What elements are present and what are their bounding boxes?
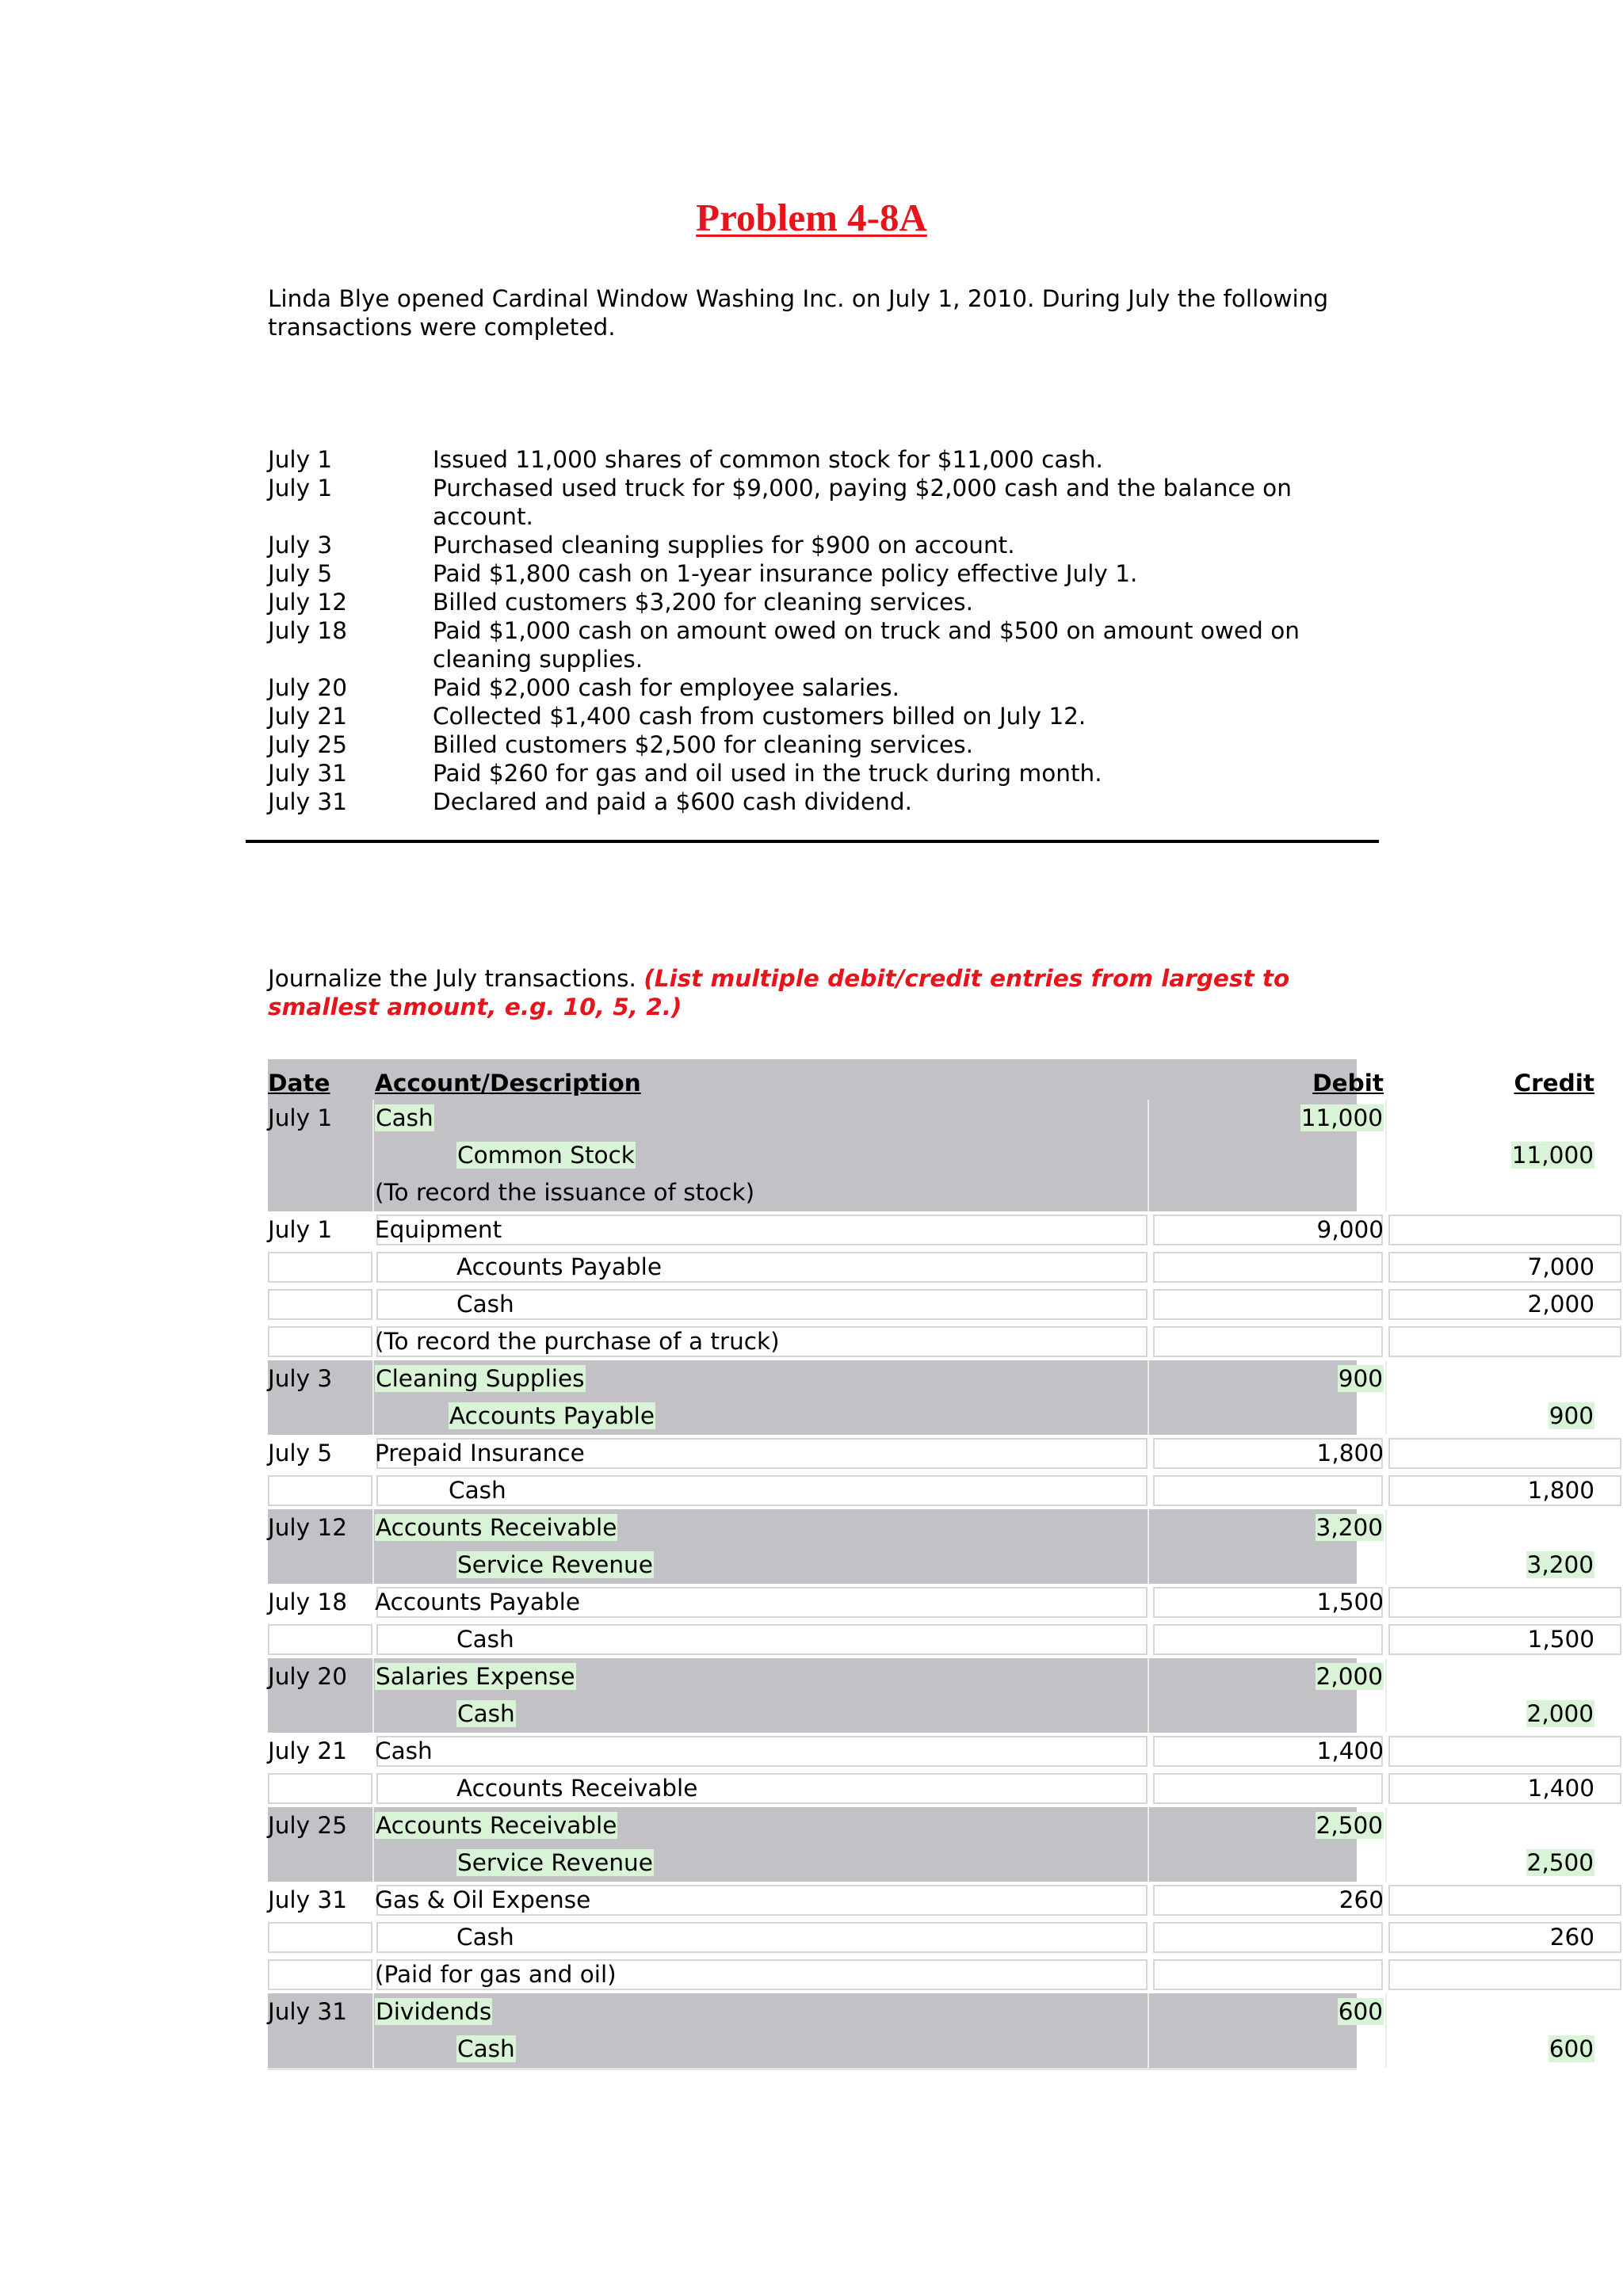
row-debit: 9,000: [1316, 1216, 1384, 1243]
date-input[interactable]: [268, 1922, 372, 1953]
row-date: July 31: [268, 1998, 347, 2025]
row-credit: [1124, 1695, 1594, 1733]
credit-input[interactable]: [1388, 1215, 1621, 1245]
row-debit: [886, 1807, 1384, 1844]
credit-field[interactable]: 11,000: [1511, 1142, 1594, 1169]
row-account: Prepaid Insurance: [375, 1440, 585, 1466]
transaction-text: Billed customers $3,200 for cleaning services.: [433, 589, 974, 616]
header-credit: Credit: [1514, 1070, 1594, 1097]
row-account: [375, 1137, 1144, 1174]
table-row: [268, 1360, 1383, 1398]
instructions-text: Journalize the July transactions.: [268, 965, 644, 992]
transaction-item: [268, 673, 1377, 702]
transaction-text: Collected $1,400 cash from customers billed on July 12.: [433, 703, 1086, 730]
row-debit: [886, 1658, 1384, 1695]
transaction-text: Purchased cleaning supplies for $900 on account.: [433, 532, 1015, 559]
table-row: [268, 1658, 1383, 1695]
credit-input[interactable]: [1388, 1736, 1621, 1767]
row-account: Accounts Receivable: [456, 1775, 698, 1802]
row-credit: 2,000: [1527, 1291, 1594, 1318]
row-date: July 25: [268, 1812, 347, 1839]
row-credit: [1124, 1137, 1594, 1174]
transaction-date: July 18: [268, 617, 347, 644]
transaction-text: Paid $260 for gas and oil used in the truck during month.: [433, 760, 1102, 787]
transaction-date: July 31: [268, 788, 347, 815]
debit-field[interactable]: 600: [1338, 1998, 1383, 2025]
row-account: Cash: [375, 1737, 433, 1764]
credit-input[interactable]: [1388, 1959, 1621, 1990]
row-debit: [886, 1100, 1384, 1137]
table-row: [268, 1882, 1384, 1919]
transaction-item: [268, 702, 1377, 730]
row-credit: 1,800: [1527, 1477, 1594, 1504]
transaction-text: Declared and paid a $600 cash dividend.: [433, 788, 912, 815]
row-account: [375, 1695, 1144, 1733]
transaction-item: [268, 445, 1377, 474]
transaction-item: [268, 559, 1377, 588]
table-row: [268, 1174, 1357, 1211]
account-field[interactable]: Cash: [376, 1104, 433, 1131]
credit-field[interactable]: 3,200: [1526, 1551, 1594, 1578]
header-account: Account/Description: [375, 1070, 641, 1097]
row-description: (To record the issuance of stock): [375, 1179, 755, 1206]
row-date: July 1: [268, 1211, 372, 1249]
row-debit: 1,400: [1316, 1737, 1384, 1764]
transaction-date: July 25: [268, 731, 347, 758]
account-field[interactable]: Cash: [457, 2035, 515, 2062]
transaction-date: July 3: [268, 532, 333, 559]
table-row: [268, 1993, 1383, 2031]
account-field[interactable]: Cash: [457, 1700, 515, 1727]
row-debit: [886, 1360, 1384, 1398]
account-field[interactable]: Salaries Expense: [376, 1663, 575, 1690]
table-row: [268, 1509, 1383, 1547]
row-date: July 1: [268, 1104, 333, 1131]
row-debit: 1,500: [1316, 1589, 1384, 1615]
row-date: July 20: [268, 1663, 347, 1690]
account-field[interactable]: Service Revenue: [457, 1551, 653, 1578]
table-row: [268, 1919, 1594, 1956]
transaction-date: July 1: [268, 446, 333, 473]
instructions: [268, 964, 1377, 1021]
account-field[interactable]: Cleaning Supplies: [376, 1365, 585, 1392]
credit-input[interactable]: [1388, 1587, 1621, 1618]
row-date: July 3: [268, 1365, 333, 1392]
debit-field[interactable]: 900: [1338, 1365, 1383, 1392]
table-row: [268, 1211, 1384, 1249]
row-debit: 260: [1338, 1886, 1384, 1913]
row-debit: 1,800: [1316, 1440, 1384, 1466]
row-account: Cash: [449, 1477, 506, 1504]
table-row: [268, 1844, 1594, 1882]
credit-input[interactable]: [1388, 1885, 1621, 1916]
table-row: [268, 1472, 1594, 1509]
row-date: July 5: [268, 1435, 372, 1472]
table-row: [268, 1584, 1384, 1621]
row-credit: [1124, 1547, 1594, 1584]
credit-input[interactable]: [1388, 1326, 1621, 1357]
row-credit: 7,000: [1527, 1253, 1594, 1280]
debit-field[interactable]: 11,000: [1300, 1104, 1383, 1131]
transaction-date: July 31: [268, 760, 347, 787]
table-row: [268, 1435, 1384, 1472]
row-credit: [1124, 2031, 1594, 2068]
row-date: July 18: [268, 1584, 372, 1621]
transaction-text: Paid $1,000 cash on amount owed on truck and $500 on amount owed on cleaning supplies.: [433, 617, 1300, 673]
transaction-date: July 21: [268, 703, 347, 730]
transaction-text: Billed customers $2,500 for cleaning services.: [433, 731, 974, 758]
account-field[interactable]: Accounts Receivable: [376, 1812, 617, 1839]
debit-field[interactable]: 2,500: [1316, 1812, 1383, 1839]
row-debit: [886, 1509, 1384, 1547]
account-field[interactable]: Common Stock: [457, 1142, 635, 1169]
transaction-list: [268, 445, 1377, 816]
row-account: Equipment: [375, 1216, 502, 1243]
date-input[interactable]: [268, 1289, 372, 1320]
problem-title: Problem 4-8A: [696, 196, 927, 239]
transaction-item: [268, 788, 1377, 816]
transaction-item: [268, 531, 1377, 559]
table-row: [268, 1807, 1383, 1844]
debit-input[interactable]: [1153, 1959, 1383, 1990]
credit-field[interactable]: 2,000: [1526, 1700, 1594, 1727]
row-credit: 1,400: [1527, 1775, 1594, 1802]
row-account: Cash: [456, 1626, 514, 1653]
debit-input[interactable]: [1153, 1326, 1383, 1357]
transaction-text: Paid $2,000 cash for employee salaries.: [433, 674, 900, 701]
table-row: [268, 1249, 1594, 1286]
row-credit: [1124, 1844, 1594, 1882]
row-description: (To record the purchase of a truck): [375, 1328, 780, 1355]
debit-field[interactable]: 3,200: [1316, 1514, 1383, 1541]
transaction-item: [268, 616, 1377, 673]
table-row: [268, 1733, 1384, 1770]
debit-field[interactable]: 2,000: [1316, 1663, 1383, 1690]
credit-input[interactable]: [1388, 1438, 1621, 1469]
table-row: [268, 1286, 1594, 1323]
table-row: [268, 1137, 1594, 1174]
table-row: [268, 1770, 1594, 1807]
journal-header-row: [268, 1059, 1594, 1100]
section-divider: [246, 840, 1379, 843]
intro-paragraph: Linda Blye opened Cardinal Window Washing Inc. on July 1, 2010. During July the following transactions were completed.: [268, 285, 1329, 341]
transaction-text: Issued 11,000 shares of common stock for $11,000 cash.: [433, 446, 1103, 473]
table-row: [268, 2031, 1594, 2070]
row-account: Gas & Oil Expense: [375, 1886, 591, 1913]
table-row: [268, 1621, 1594, 1658]
row-date: July 12: [268, 1514, 347, 1541]
date-input[interactable]: [268, 1959, 372, 1990]
transaction-date: July 1: [268, 475, 333, 502]
instructions-emphasis: (List multiple debit/credit entries from largest to smallest amount, e.g. 10, 5, 2.): [268, 965, 1290, 1020]
credit-field[interactable]: 900: [1549, 1402, 1594, 1429]
transaction-item: [268, 759, 1377, 788]
date-input[interactable]: [268, 1326, 372, 1357]
transaction-text: Paid $1,800 cash on 1-year insurance policy effective July 1.: [433, 560, 1138, 587]
table-row: [268, 1547, 1594, 1584]
row-date: July 21: [268, 1733, 372, 1770]
row-account: [375, 1547, 1144, 1584]
transaction-text: Purchased used truck for $9,000, paying $2,000 cash and the balance on account.: [433, 475, 1292, 530]
journal-table: [268, 1059, 1594, 2070]
table-row: [268, 1100, 1383, 1137]
date-input[interactable]: [268, 1773, 372, 1804]
table-row: [268, 1398, 1594, 1435]
transaction-item: [268, 588, 1377, 616]
row-account: Accounts Payable: [375, 1589, 581, 1615]
date-input[interactable]: [268, 1624, 372, 1655]
row-account: Cash: [456, 1924, 514, 1951]
table-row: [268, 1323, 1357, 1360]
row-account: Cash: [456, 1291, 514, 1318]
transaction-date: July 20: [268, 674, 347, 701]
row-debit: [886, 1993, 1384, 2031]
credit-field[interactable]: 2,500: [1526, 1849, 1594, 1876]
row-account: [375, 1844, 1144, 1882]
header-date: Date: [268, 1070, 330, 1097]
account-field[interactable]: Service Revenue: [457, 1849, 653, 1876]
row-credit: 260: [1549, 1924, 1594, 1951]
credit-field[interactable]: 600: [1549, 2035, 1594, 2062]
date-input[interactable]: [268, 1475, 372, 1506]
row-date: July 31: [268, 1882, 372, 1919]
row-account: Accounts Payable: [456, 1253, 663, 1280]
transaction-date: July 5: [268, 560, 333, 587]
transaction-item: [268, 730, 1377, 759]
transaction-date: July 12: [268, 589, 347, 616]
table-row: [268, 1695, 1594, 1733]
row-credit: [1124, 1398, 1594, 1435]
account-field[interactable]: Accounts Payable: [449, 1402, 655, 1429]
row-credit: 1,500: [1527, 1626, 1594, 1653]
transaction-item: [268, 474, 1377, 531]
row-account: [375, 2031, 1144, 2068]
table-row: [268, 1956, 1357, 1993]
header-debit: Debit: [1312, 1070, 1384, 1097]
row-description: (Paid for gas and oil): [375, 1961, 617, 1988]
date-input[interactable]: [268, 1252, 372, 1283]
account-field[interactable]: Dividends: [376, 1998, 492, 2025]
row-account: [375, 1398, 1144, 1435]
account-field[interactable]: Accounts Receivable: [376, 1514, 617, 1541]
